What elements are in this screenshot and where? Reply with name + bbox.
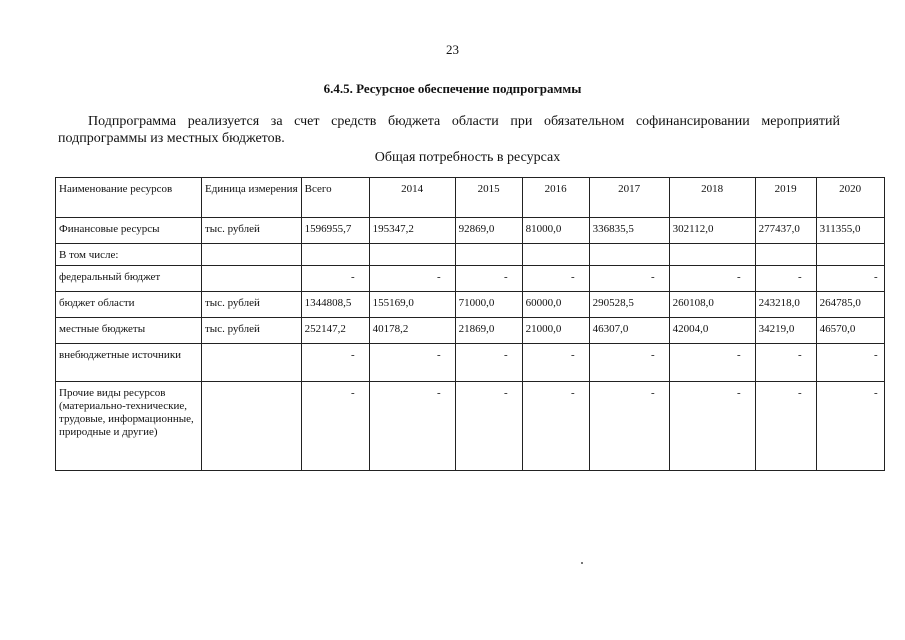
table-row-other-resources <box>56 382 885 471</box>
header-year-2016: 2016 <box>522 178 589 218</box>
cell-2016 <box>522 244 589 266</box>
cell-2020: 264785,0 <box>816 292 884 318</box>
cell-total: 1344808,5 <box>301 292 369 318</box>
header-year-2019: 2019 <box>755 178 816 218</box>
cell-2020: - <box>816 382 884 471</box>
header-resource-name: Наименование ресурсов <box>56 178 202 218</box>
row-name: внебюджетные источники <box>56 344 202 382</box>
cell-2019: - <box>755 344 816 382</box>
intro-paragraph: Подпрограмма реализуется за счет средств бюджета области при обязательном софинансировании мероприятий подпрограммы из местных бюджетов. <box>58 114 840 146</box>
cell-2016: 21000,0 <box>522 318 589 344</box>
row-unit: тыс. рублей <box>202 292 302 318</box>
table-caption: Общая потребность в ресурсах <box>374 150 561 165</box>
table-row-regional-budget <box>56 292 885 318</box>
row-unit <box>202 344 302 382</box>
cell-total: - <box>301 382 369 471</box>
row-unit <box>202 244 302 266</box>
row-name: В том числе: <box>56 244 202 266</box>
cell-2018: - <box>669 382 755 471</box>
cell-2015: - <box>455 266 522 292</box>
cell-2019 <box>755 244 816 266</box>
row-name: федеральный бюджет <box>56 266 202 292</box>
page-number: 23 <box>446 42 459 57</box>
cell-2020: 46570,0 <box>816 318 884 344</box>
cell-2015: - <box>455 344 522 382</box>
row-unit <box>202 382 302 471</box>
cell-2017: - <box>589 344 669 382</box>
row-unit: тыс. рублей <box>202 218 302 244</box>
header-year-2015: 2015 <box>455 178 522 218</box>
cell-2017: 46307,0 <box>589 318 669 344</box>
cell-2014: - <box>369 382 455 471</box>
row-unit <box>202 266 302 292</box>
table-row-financial-resources <box>56 218 885 244</box>
cell-2018: - <box>669 344 755 382</box>
cell-2014: 40178,2 <box>369 318 455 344</box>
cell-2015: 92869,0 <box>455 218 522 244</box>
cell-2018: 260108,0 <box>669 292 755 318</box>
cell-2015: - <box>455 382 522 471</box>
header-year-2020: 2020 <box>816 178 884 218</box>
cell-2017: 290528,5 <box>589 292 669 318</box>
cell-total: - <box>301 266 369 292</box>
table-row-federal-budget <box>56 266 885 292</box>
cell-2016: - <box>522 266 589 292</box>
row-name: бюджет области <box>56 292 202 318</box>
cell-2020: - <box>816 344 884 382</box>
cell-2019: 34219,0 <box>755 318 816 344</box>
header-year-2017: 2017 <box>589 178 669 218</box>
header-total: Всего <box>301 178 369 218</box>
cell-total: 1596955,7 <box>301 218 369 244</box>
row-name: Прочие виды ресурсов (материально-технические, трудовые, информационные, природные и другие) <box>56 382 202 471</box>
resources-table <box>55 177 885 471</box>
cell-2014: 155169,0 <box>369 292 455 318</box>
section-title: 6.4.5. Ресурсное обеспечение подпрограммы <box>323 81 582 96</box>
cell-2014: - <box>369 344 455 382</box>
cell-2020: - <box>816 266 884 292</box>
cell-total: 252147,2 <box>301 318 369 344</box>
header-unit: Единица измерения <box>202 178 302 218</box>
row-unit: тыс. рублей <box>202 318 302 344</box>
row-name: Финансовые ресурсы <box>56 218 202 244</box>
table-row-local-budgets <box>56 318 885 344</box>
header-year-2018: 2018 <box>669 178 755 218</box>
cell-total: - <box>301 344 369 382</box>
cell-total <box>301 244 369 266</box>
cell-2019: 243218,0 <box>755 292 816 318</box>
cell-2017: 336835,5 <box>589 218 669 244</box>
cell-2015: 21869,0 <box>455 318 522 344</box>
cell-2018: - <box>669 266 755 292</box>
cell-2019: - <box>755 266 816 292</box>
table-header-row <box>56 178 885 218</box>
scan-speck <box>581 562 583 564</box>
cell-2016: - <box>522 344 589 382</box>
header-year-2014: 2014 <box>369 178 455 218</box>
cell-2017 <box>589 244 669 266</box>
cell-2015 <box>455 244 522 266</box>
cell-2019: - <box>755 382 816 471</box>
cell-2014: - <box>369 266 455 292</box>
cell-2015: 71000,0 <box>455 292 522 318</box>
cell-2020: 311355,0 <box>816 218 884 244</box>
cell-2019: 277437,0 <box>755 218 816 244</box>
cell-2018: 302112,0 <box>669 218 755 244</box>
cell-2018: 42004,0 <box>669 318 755 344</box>
table-row-extrabudgetary <box>56 344 885 382</box>
cell-2017: - <box>589 382 669 471</box>
cell-2016: 81000,0 <box>522 218 589 244</box>
cell-2014 <box>369 244 455 266</box>
table-row-including <box>56 244 885 266</box>
row-name: местные бюджеты <box>56 318 202 344</box>
cell-2016: - <box>522 382 589 471</box>
cell-2020 <box>816 244 884 266</box>
cell-2014: 195347,2 <box>369 218 455 244</box>
cell-2018 <box>669 244 755 266</box>
cell-2016: 60000,0 <box>522 292 589 318</box>
cell-2017: - <box>589 266 669 292</box>
